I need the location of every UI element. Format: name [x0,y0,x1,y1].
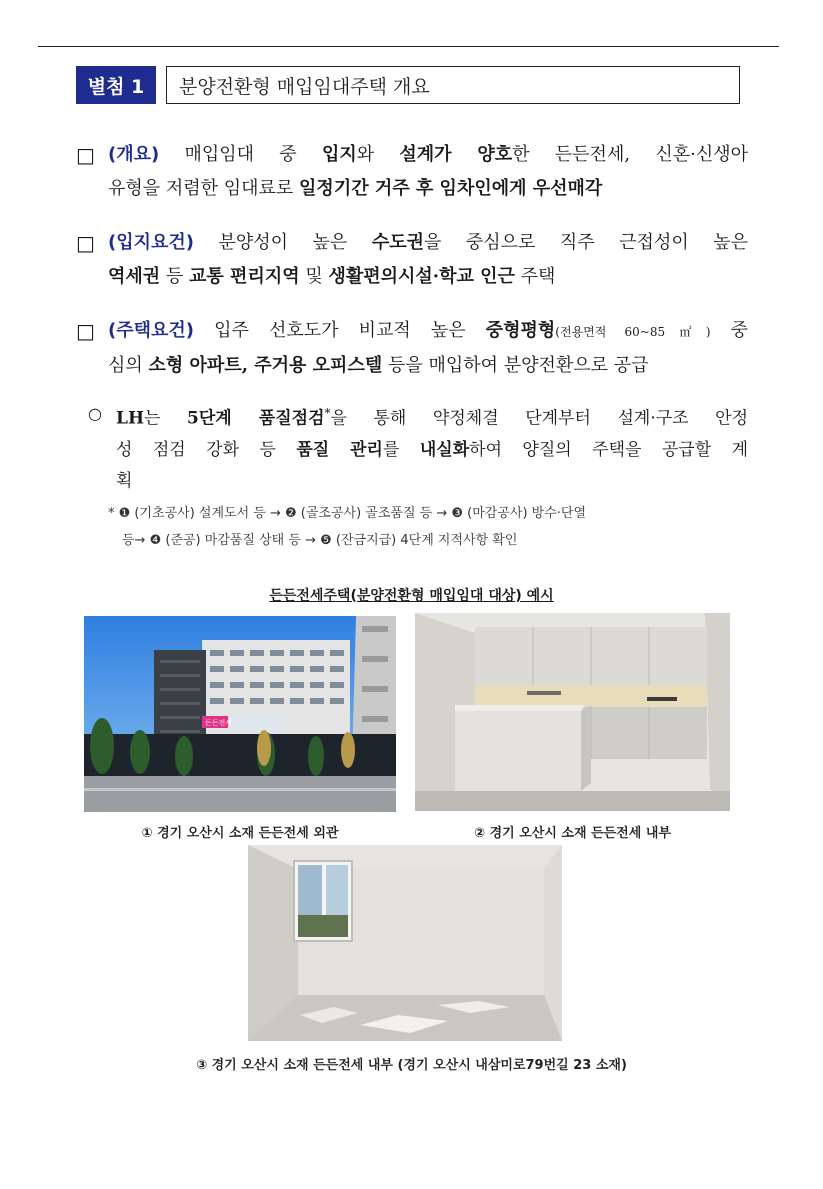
checkbox-bullet: □ [76,231,95,255]
photo-room [248,845,562,1041]
section-tag: (입지요건) [108,232,195,253]
room-interior-image [248,845,562,1041]
appendix-header [76,66,740,104]
building-sign-text: 든든전세 [205,719,233,727]
photo-kitchen [415,613,730,811]
section-tag: (주택요건) [108,320,195,341]
photo-exterior [84,616,396,812]
photo-caption-1: ① 경기 오산시 소재 든든전세 외관 [141,826,339,841]
photo-caption-3: ③ 경기 오산시 소재 든든전세 내부 (경기 오산시 내삼미로79번길 23 소재) [196,1058,627,1073]
section-location: □ (입지요건) 분양성이 높은 수도권을 중심으로 직주 근접성이 높은 역세권 등 교통 편리지역 및 생활편의시설·학교 인근 주택 [76,226,748,294]
top-rule [38,46,779,47]
checkbox-bullet: □ [76,143,95,167]
section-tag: (개요) [108,144,160,165]
section-housing: □ (주택요건) 입주 선호도가 비교적 높은 중형평형(전용면적 60~85㎡) 중 심의 소형 아파트, 주거용 오피스텔 등을 매입하여 분양전환으로 공급 [76,314,748,383]
photo-caption-2: ② 경기 오산시 소재 든든전세 내부 [474,826,671,841]
building-exterior-image [84,616,396,812]
section-overview: □ (개요) 매입임대 중 입지와 설계가 양호한 든든전세, 신혼·신생아 유형을 저렴한 임대료로 일정기간 거주 후 임차인에게 우선매각 [76,138,748,206]
appendix-title: 분양전환형 매입임대주택 개요 [166,66,740,104]
footnote: * ❶ (기초공사) 설계도서 등 → ❷ (골조공사) 골조품질 등 → ❸ (마감공사) 방수·단열 등→ ❹ (준공) 마감품질 상태 등 → ❺ (잔금지급) 4단계 지적사항 확인 [108,506,587,548]
checkbox-bullet: □ [76,319,95,343]
appendix-badge: 별첨 1 [76,66,156,104]
kitchen-interior-image [415,613,730,811]
circle-bullet: ○ [88,404,102,423]
quality-subitem: ○ LH는 5단계 품질점검*을 통해 약정체결 단계부터 설계·구조 안정 성 점검 강화 등 품질 관리를 내실화하여 양질의 주택을 공급할 계 획 [88,398,748,497]
photos-title: 든든전세주택(분양전환형 매입임대 대상) 예시 [269,588,554,604]
